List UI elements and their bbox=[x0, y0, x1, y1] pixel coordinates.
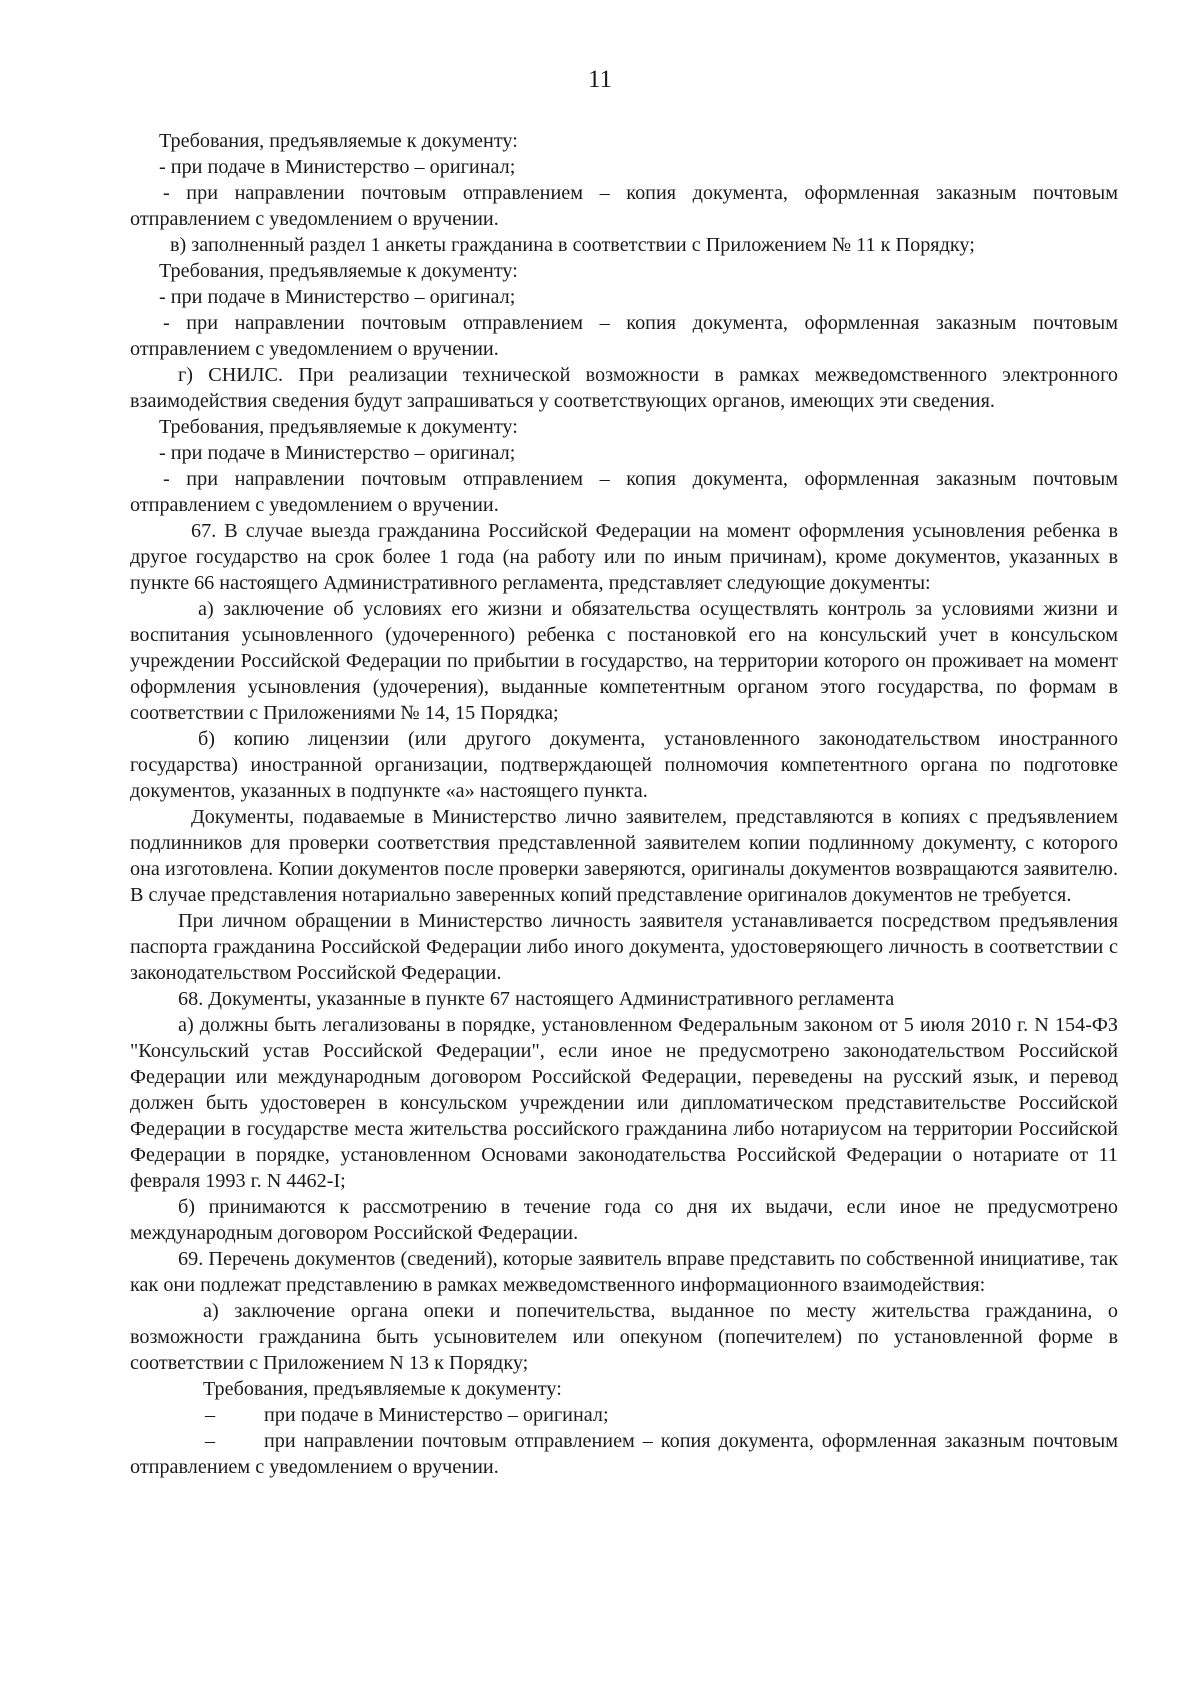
paragraph: - при подаче в Министерство – оригинал; bbox=[159, 156, 516, 178]
paragraph: Требования, предъявляемые к документу: bbox=[203, 1378, 562, 1400]
list-item-text: при подаче в Министерство – оригинал; bbox=[264, 1404, 609, 1426]
list-item bbox=[130, 1402, 1118, 1428]
paragraph: Документы, подаваемые в Министерство лично заявителем, представляются в копиях с предъявлением подлинников для проверки соответствия представленной заявителем копии подлинному документу, с которого она изготовлена. Копии документов после проверки заверяются, оригиналы документов возвращаются заявителю. В случае представления нотариально заверенных копий представление оригиналов документов не требуется. bbox=[130, 806, 1118, 906]
paragraph: Требования, предъявляемые к документу: bbox=[159, 130, 518, 152]
paragraph: - при подаче в Министерство – оригинал; bbox=[159, 442, 516, 464]
paragraph: 67. В случае выезда гражданина Российской Федерации на момент оформления усыновления ребенка в другое государство на срок более 1 года (на работу или по иным причинам), кроме документов, указанных в пункте 66 настоящего Административного регламента, представляет следующие документы: bbox=[130, 520, 1118, 594]
paragraph: Требования, предъявляемые к документу: bbox=[159, 416, 518, 438]
dash-marker: – bbox=[204, 1404, 216, 1426]
paragraph: - при подаче в Министерство – оригинал; bbox=[159, 286, 516, 308]
paragraph: б) копию лицензии (или другого документа, установленного законодательством иностранного государства) иностранной организации, подтверждающей полномочия компетентного органа по подготовке документов, указанных в подпункте «а» настоящего пункта. bbox=[130, 728, 1118, 802]
dash-marker: – bbox=[204, 1430, 216, 1452]
paragraph: а) заключение об условиях его жизни и обязательства осуществлять контроль за условиями жизни и воспитания усыновленного (удочеренного) ребенка с постановкой его на консульский учет в консульском учреждении Российской Федерации по прибытии в государство, на территории которого он проживает на момент оформления усыновления (удочерения), выданные компетентным органом этого государства, по формам в соответствии с Приложениями № 14, 15 Порядка; bbox=[130, 598, 1118, 724]
paragraph: 69. Перечень документов (сведений), которые заявитель вправе представить по собственной инициативе, так как они подлежат представлению в рамках межведомственного информационного взаимодействия: bbox=[130, 1248, 1118, 1296]
paragraph: При личном обращении в Министерство личность заявителя устанавливается посредством предъявления паспорта гражданина Российской Федерации либо иного документа, удостоверяющего личность в соответствии с законодательством Российской Федерации. bbox=[130, 910, 1118, 984]
paragraph: - при направлении почтовым отправлением – копия документа, оформленная заказным почтовым отправлением с уведомлением о вручении. bbox=[130, 468, 1118, 516]
paragraph: 68. Документы, указанные в пункте 67 настоящего Административного регламента bbox=[178, 988, 895, 1010]
paragraph: г) СНИЛС. При реализации технической возможности в рамках межведомственного электронного взаимодействия сведения будут запрашиваться у соответствующих органов, имеющих эти сведения. bbox=[130, 364, 1118, 412]
page-number: 11 bbox=[587, 66, 613, 93]
paragraph: а) заключение органа опеки и попечительства, выданное по месту жительства гражданина, о возможности гражданина быть усыновителем или опекуном (попечителем) по установленной форме в соответствии с Приложением N 13 к Порядку; bbox=[130, 1300, 1118, 1374]
paragraph: - при направлении почтовым отправлением – копия документа, оформленная заказным почтовым отправлением с уведомлением о вручении. bbox=[130, 312, 1118, 360]
paragraph: а) должны быть легализованы в порядке, установленном Федеральным законом от 5 июля 2010 г. N 154-ФЗ "Консульский устав Российской Федерации", если иное не предусмотрено законодательством Российской Федерации или международным договором Российской Федерации, переведены на русский язык, и перевод должен быть удостоверен в консульском учреждении или дипломатическом представительстве Российской Федерации в государстве места жительства российского гражданина либо нотариусом на территории Российской Федерации в порядке, установленном Основами законодательства Российской Федерации о нотариате от 11 февраля 1993 г. N 4462-I; bbox=[130, 1014, 1118, 1192]
list-item bbox=[130, 1428, 1118, 1480]
list-item-text: при направлении почтовым отправлением – копия документа, оформленная заказным почтовым отправлением с уведомлением о вручении. bbox=[130, 1430, 1118, 1478]
paragraph: - при направлении почтовым отправлением – копия документа, оформленная заказным почтовым отправлением с уведомлением о вручении. bbox=[130, 182, 1118, 230]
paragraph: б) принимаются к рассмотрению в течение года со дня их выдачи, если иное не предусмотрено международным договором Российской Федерации. bbox=[130, 1196, 1118, 1244]
paragraph: в) заполненный раздел 1 анкеты гражданина в соответствии с Приложением № 11 к Порядку; bbox=[170, 234, 975, 256]
paragraph: Требования, предъявляемые к документу: bbox=[159, 260, 518, 282]
document-body bbox=[130, 128, 1118, 1480]
